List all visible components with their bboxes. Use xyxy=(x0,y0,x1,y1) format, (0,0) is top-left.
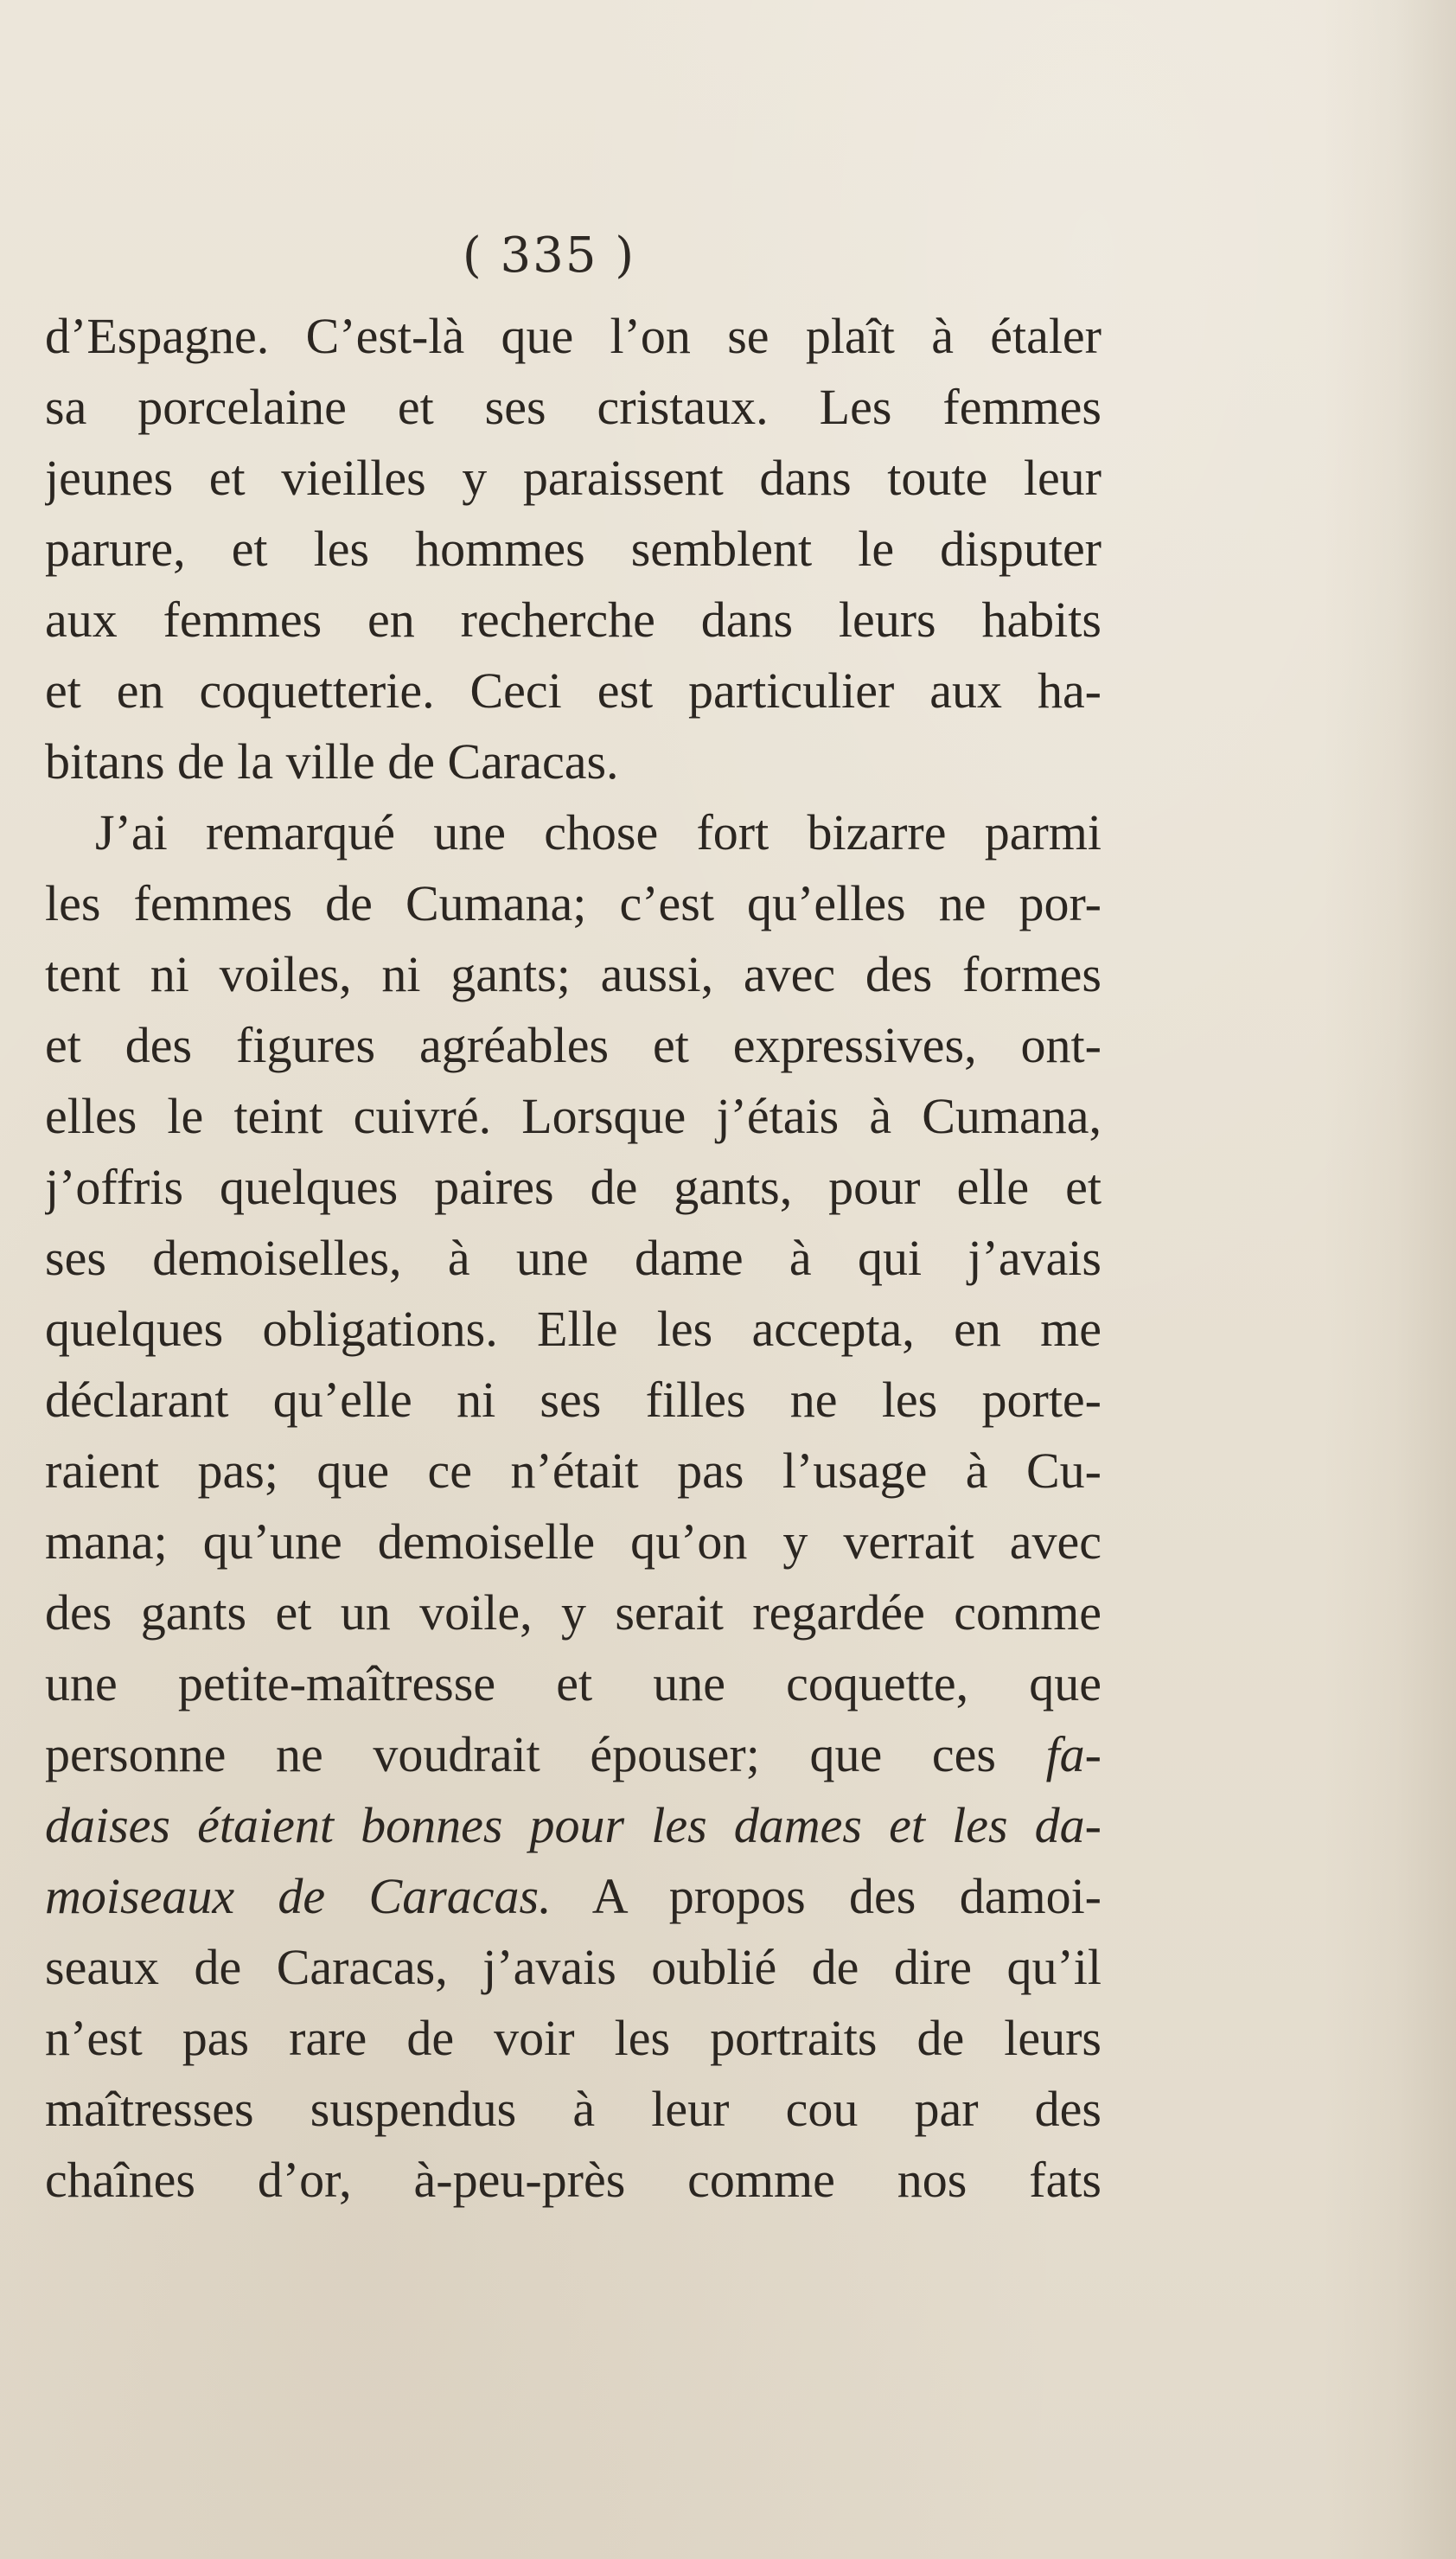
text-span: ses demoiselles, à une dame à qui j’avais xyxy=(45,1230,1102,1286)
text-line xyxy=(45,1507,1102,1577)
text-span: elles le teint cuivré. Lorsque j’étais à Cumana, xyxy=(45,1088,1102,1144)
text-line xyxy=(45,585,1102,656)
text-span: d’Espagne. C’est-là que l’on se plaît à étaler xyxy=(45,308,1102,364)
text-span: bitans de la ville de Caracas. xyxy=(45,733,619,790)
text-line xyxy=(45,514,1102,585)
page-number: ( 335 ) xyxy=(462,227,636,284)
italic-text: fa- xyxy=(1045,1726,1102,1782)
text-span: maîtresses suspendus à leur cou par des xyxy=(45,2081,1102,2137)
text-span: des gants et un voile, y serait regardée comme xyxy=(45,1584,1102,1641)
text-span: une petite-maîtresse et une coquette, que xyxy=(45,1655,1102,1711)
text-span: personne ne voudrait épouser; que ces xyxy=(45,1726,1046,1782)
text-span: aux femmes en recherche dans leurs habits xyxy=(45,592,1102,648)
text-line xyxy=(45,2074,1102,2145)
text-span: quelques obligations. Elle les accepta, en me xyxy=(45,1301,1102,1357)
text-line xyxy=(45,443,1102,514)
italic-text: daises étaient bonnes pour les dames et les da- xyxy=(45,1797,1102,1853)
text-line xyxy=(45,1577,1102,1648)
text-span: jeunes et vieilles y paraissent dans toute leur xyxy=(45,450,1102,506)
text-span: n’est pas rare de voir les portraits de leurs xyxy=(45,2010,1102,2066)
text-span: seaux de Caracas, j’avais oublié de dire qu’il xyxy=(45,1939,1102,1995)
text-line xyxy=(45,1719,1102,1790)
text-line xyxy=(45,868,1102,939)
text-line xyxy=(45,1861,1102,1932)
text-line xyxy=(45,797,1102,868)
text-line xyxy=(45,1932,1102,2003)
page-edge-shadow xyxy=(1323,0,1456,2559)
text-span: parure, et les hommes semblent le disputer xyxy=(45,521,1102,577)
text-line xyxy=(45,301,1102,372)
text-line xyxy=(45,2003,1102,2074)
text-line xyxy=(45,2145,1102,2216)
text-span: mana; qu’une demoiselle qu’on y verrait avec xyxy=(45,1513,1102,1570)
text-span: et des figures agréables et expressives, ont- xyxy=(45,1017,1102,1073)
text-line xyxy=(45,656,1102,726)
text-line xyxy=(45,1436,1102,1507)
text-span: raient pas; que ce n’était pas l’usage à Cu- xyxy=(45,1443,1102,1499)
text-line xyxy=(45,1010,1102,1081)
body-text xyxy=(45,301,1102,2216)
text-line xyxy=(45,1294,1102,1365)
text-line xyxy=(45,372,1102,443)
text-line xyxy=(45,726,1102,797)
text-span: j’offris quelques paires de gants, pour elle et xyxy=(45,1159,1102,1215)
text-span: les femmes de Cumana; c’est qu’elles ne por- xyxy=(45,875,1102,931)
text-span: A propos des damoi- xyxy=(551,1868,1102,1924)
text-line xyxy=(45,1790,1102,1861)
text-line xyxy=(45,1081,1102,1152)
text-line xyxy=(45,1365,1102,1436)
text-span: J’ai remarqué une chose fort bizarre parmi xyxy=(95,804,1102,860)
text-span: déclarant qu’elle ni ses filles ne les porte- xyxy=(45,1372,1102,1428)
text-line xyxy=(45,939,1102,1010)
text-line xyxy=(45,1223,1102,1294)
text-line xyxy=(45,1152,1102,1223)
italic-text: moiseaux de Caracas. xyxy=(45,1868,552,1924)
text-span: tent ni voiles, ni gants; aussi, avec des formes xyxy=(45,946,1102,1002)
text-line xyxy=(45,1648,1102,1719)
text-span: et en coquetterie. Ceci est particulier aux ha- xyxy=(45,662,1102,719)
text-span: chaînes d’or, à-peu-près comme nos fats xyxy=(45,2152,1102,2208)
text-span: sa porcelaine et ses cristaux. Les femmes xyxy=(45,379,1102,435)
